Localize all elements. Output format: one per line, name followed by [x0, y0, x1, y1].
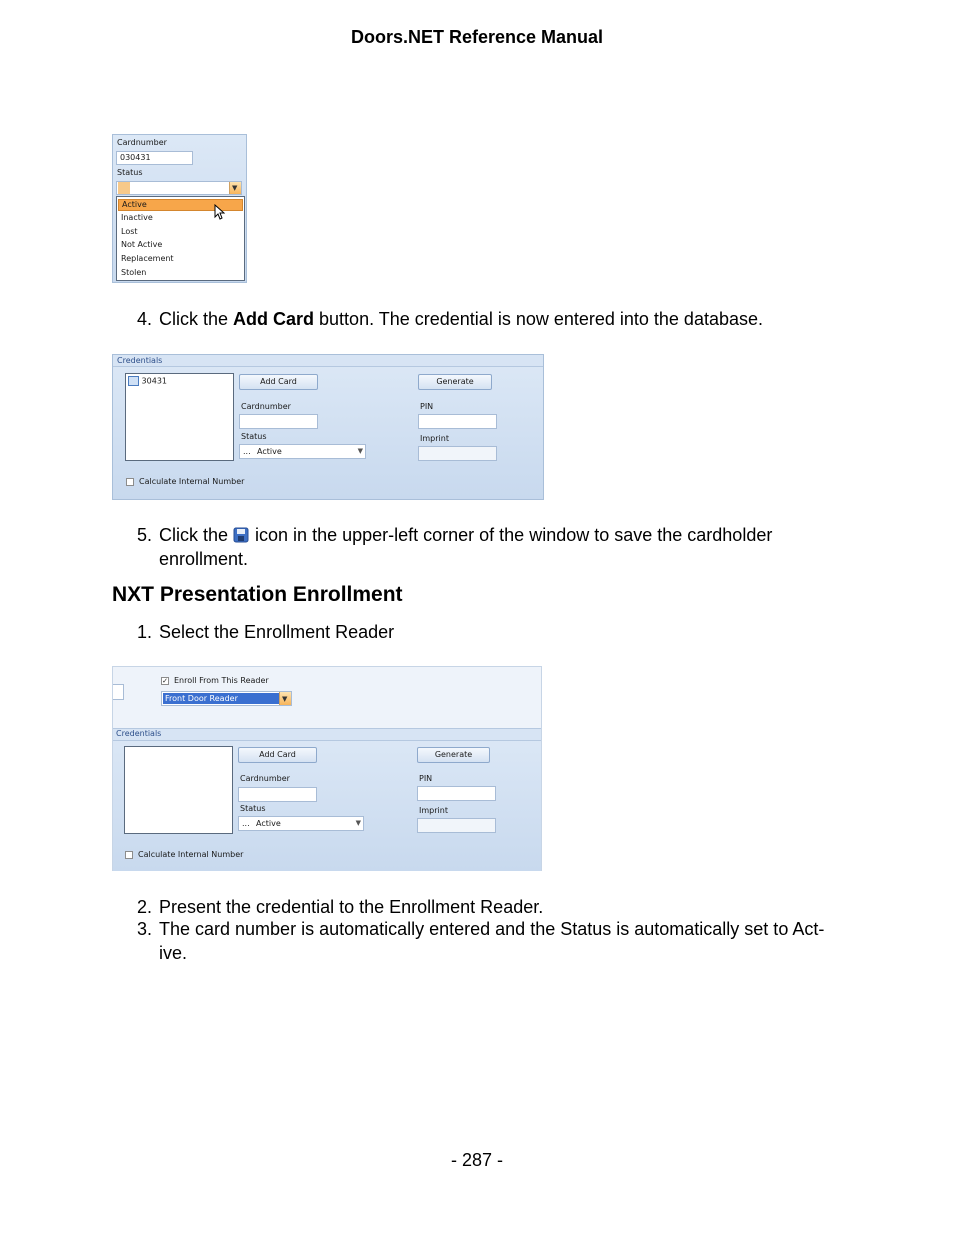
cardnumber-label: Cardnumber: [117, 138, 167, 147]
add-card-emphasis: Add Card: [233, 309, 315, 329]
credentials-list[interactable]: [124, 746, 233, 834]
status-option[interactable]: Not Active: [121, 240, 163, 249]
generate-button[interactable]: Generate: [417, 747, 490, 763]
pin-label: PIN: [419, 774, 433, 783]
credentials-list[interactable]: [125, 373, 234, 461]
step-number: 2.: [136, 897, 152, 917]
step-number: 5.: [136, 525, 152, 545]
status-option[interactable]: Lost: [121, 227, 138, 236]
enrollment-reader-screenshot: [112, 666, 542, 871]
calculate-internal-number-checkbox[interactable]: [126, 478, 134, 486]
enroll-from-reader-label: Enroll From This Reader: [174, 676, 269, 685]
imprint-label: Imprint: [420, 434, 449, 443]
cardnumber-field[interactable]: 030431: [116, 151, 193, 165]
status-combo-value: Active: [256, 819, 281, 828]
credentials-group-title: Credentials: [117, 356, 163, 365]
step-1: [112, 620, 872, 644]
enroll-from-reader-checkbox[interactable]: ✓: [162, 677, 168, 685]
step-number: 3.: [136, 919, 152, 939]
step-text: Select the Enrollment Reader: [159, 622, 395, 642]
status-combo-value: Active: [257, 447, 282, 456]
step-4: [112, 307, 872, 331]
chevron-down-icon: ▼: [232, 184, 238, 192]
status-combo-value: ...: [118, 182, 130, 194]
generate-button[interactable]: Generate: [418, 374, 492, 390]
chevron-down-icon: ▼: [357, 447, 363, 455]
document-header: Doors.NET Reference Manual: [350, 27, 604, 47]
status-option[interactable]: Inactive: [121, 213, 153, 222]
reader-combo[interactable]: [161, 691, 292, 706]
status-label: Status: [241, 432, 267, 441]
step-2: [112, 895, 872, 919]
step-number: 4.: [136, 309, 152, 329]
status-label: Status: [117, 168, 143, 177]
status-option[interactable]: Replacement: [121, 254, 174, 263]
credentials-group: [113, 728, 541, 871]
step-text: Click the icon in the upper-left corner of the window to save the cardholder: [159, 525, 773, 545]
chevron-down-icon: ▼: [355, 819, 361, 827]
status-combo[interactable]: [116, 181, 242, 195]
section-heading: NXT Presentation Enrollment: [112, 583, 403, 606]
status-dropdown-list: [116, 196, 245, 281]
add-card-button[interactable]: Add Card: [238, 747, 317, 763]
status-option[interactable]: Active: [118, 199, 243, 211]
step-text-continued: enrollment.: [159, 549, 249, 569]
credential-list-item[interactable]: 30431: [128, 376, 167, 386]
add-card-button[interactable]: Add Card: [239, 374, 318, 390]
pin-label: PIN: [420, 402, 434, 411]
reader-combo-button[interactable]: [279, 692, 291, 705]
status-label: Status: [240, 804, 266, 813]
status-option[interactable]: Stolen: [121, 268, 147, 277]
status-combo[interactable]: ... Active ▼: [239, 444, 366, 459]
pin-field[interactable]: [417, 786, 496, 801]
status-dropdown-screenshot: [112, 134, 247, 283]
imprint-field[interactable]: [417, 818, 496, 833]
status-combo[interactable]: ... Active ▼: [238, 816, 364, 831]
card-icon: [128, 376, 139, 386]
calculate-internal-number-checkbox[interactable]: [125, 851, 133, 859]
step-text-continued: ive.: [159, 943, 188, 963]
step-5: [112, 523, 872, 571]
imprint-label: Imprint: [419, 806, 448, 815]
calculate-internal-number-label: Calculate Internal Number: [139, 477, 245, 486]
pin-field[interactable]: [418, 414, 497, 429]
cardnumber-field[interactable]: [239, 414, 318, 429]
reader-combo-value: Front Door Reader: [163, 693, 280, 704]
step-text: Click the Add Card button. The credential is now entered into the database.: [159, 309, 764, 329]
step-3: [112, 917, 892, 965]
page-number: - 287 -: [450, 1150, 504, 1170]
imprint-field[interactable]: [418, 446, 497, 461]
credentials-group-title: Credentials: [116, 729, 162, 738]
step-text: The card number is automatically entered and the Status is automatically set to Act-: [159, 919, 825, 939]
credentials-panel-screenshot: [112, 354, 544, 500]
save-icon: [233, 525, 249, 541]
calculate-internal-number-label: Calculate Internal Number: [138, 850, 244, 859]
cardnumber-label: Cardnumber: [240, 774, 290, 783]
side-panel-edge: [113, 684, 124, 700]
mouse-cursor-icon: [214, 204, 225, 220]
chevron-down-icon: ▼: [282, 695, 288, 703]
step-number: 1.: [136, 622, 152, 642]
cardnumber-label: Cardnumber: [241, 402, 291, 411]
status-combo-button[interactable]: [229, 182, 241, 194]
step-text: Present the credential to the Enrollment Reader.: [159, 897, 544, 917]
cardnumber-field[interactable]: [238, 787, 317, 802]
